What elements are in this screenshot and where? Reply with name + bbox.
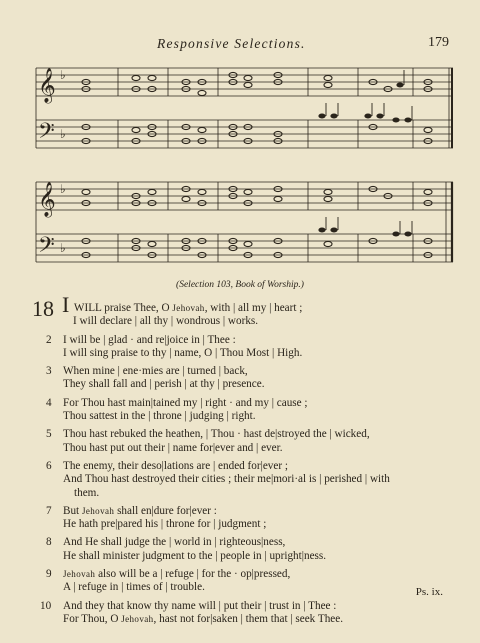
drop-cap: I <box>62 292 70 317</box>
verse-line: Thou hast put out their | name for|ever and | ever. <box>63 441 283 454</box>
verse-line: And Thou hast destroyed their cities ; their me|mori·al is | perished | with <box>63 473 390 486</box>
scripture-reference: Ps. ix. <box>415 586 443 598</box>
music-system-2 <box>28 172 458 272</box>
verse-line: I WILL praise Thee, O Jehovah, with | all my | heart ; <box>62 292 303 317</box>
psalm-number: 18 <box>32 296 54 321</box>
selection-caption: (Selection 103, Book of Worship.) <box>176 280 304 290</box>
verse-line: Thou hast rebuked the heathen, | Thou · hast de|stroyed the | wicked, <box>63 428 370 441</box>
verse-line: But Jehovah shall en|dure for|ever : <box>63 504 217 517</box>
svg-text:♭: ♭ <box>60 127 66 141</box>
svg-text:𝄞: 𝄞 <box>38 68 56 103</box>
verse-number: 10 <box>40 599 52 612</box>
verse-8 <box>32 536 462 563</box>
psalm-text <box>32 292 462 631</box>
verse-number: 2 <box>46 333 52 346</box>
verse-line: For Thou, O Jehovah, hast not for|saken | them that | seek Thee. <box>63 612 344 625</box>
verse-line: Jehovah also will be a | refuge | for the · op|pressed, <box>63 568 291 581</box>
verse-line: When mine | ene·mies are | turned | back, <box>63 365 248 378</box>
verse-line: I will sing praise to thy | name, O | Thou Most | High. <box>63 346 303 359</box>
verse-5 <box>32 428 462 455</box>
verse-10 <box>32 600 462 627</box>
verse-line: them. <box>74 486 100 499</box>
svg-text:♭: ♭ <box>60 241 66 255</box>
verse-line: He shall minister judgment to the | people in | upright|ness. <box>63 549 327 562</box>
page-number: 179 <box>428 35 449 50</box>
svg-text:𝄢: 𝄢 <box>38 233 55 263</box>
verse-number: 6 <box>46 459 52 472</box>
running-head: Responsive Selections. <box>157 36 306 51</box>
verse-line: For Thou hast main|tained my | right · and my | cause ; <box>63 396 308 409</box>
music-system-1 <box>28 58 458 158</box>
verse-line: He hath pre|pared his | throne for | judgment ; <box>63 518 267 531</box>
svg-text:𝄢: 𝄢 <box>38 119 55 149</box>
verse-number: 8 <box>46 536 52 549</box>
verse-line: I will declare | all thy | wondrous | works. <box>73 315 259 328</box>
verse-line: And they that know thy name will | put their | trust in | Thee : <box>63 599 337 612</box>
music-notation <box>28 172 458 272</box>
verse-1 <box>32 292 462 329</box>
verse-line: I will be | glad · and re|joice in | Thee : <box>63 333 236 346</box>
svg-text:♭: ♭ <box>60 182 66 196</box>
verse-3 <box>32 365 462 392</box>
verse-line: The enemy, their deso|lations are | ended for|ever ; <box>63 459 288 472</box>
verse-line: They shall fall and | perish | at thy | presence. <box>63 378 265 391</box>
svg-text:♭: ♭ <box>60 68 66 82</box>
verse-line: A | refuge in | times of | trouble. <box>63 581 205 594</box>
verse-2 <box>32 334 462 361</box>
verse-6 <box>32 460 462 500</box>
verse-number: 3 <box>46 365 52 378</box>
music-notation <box>28 58 458 158</box>
verse-number: 4 <box>46 396 52 409</box>
verse-line: Thou sattest in the | throne | judging | right. <box>63 410 256 423</box>
verse-number: 9 <box>46 568 52 581</box>
verse-number: 5 <box>46 428 52 441</box>
verse-line: And He shall judge the | world in | righteous|ness, <box>63 536 286 549</box>
verse-9 <box>32 568 462 595</box>
verse-number: 7 <box>46 504 52 517</box>
verse-4 <box>32 397 462 424</box>
svg-text:𝄞: 𝄞 <box>38 182 56 217</box>
verse-7 <box>32 505 462 532</box>
